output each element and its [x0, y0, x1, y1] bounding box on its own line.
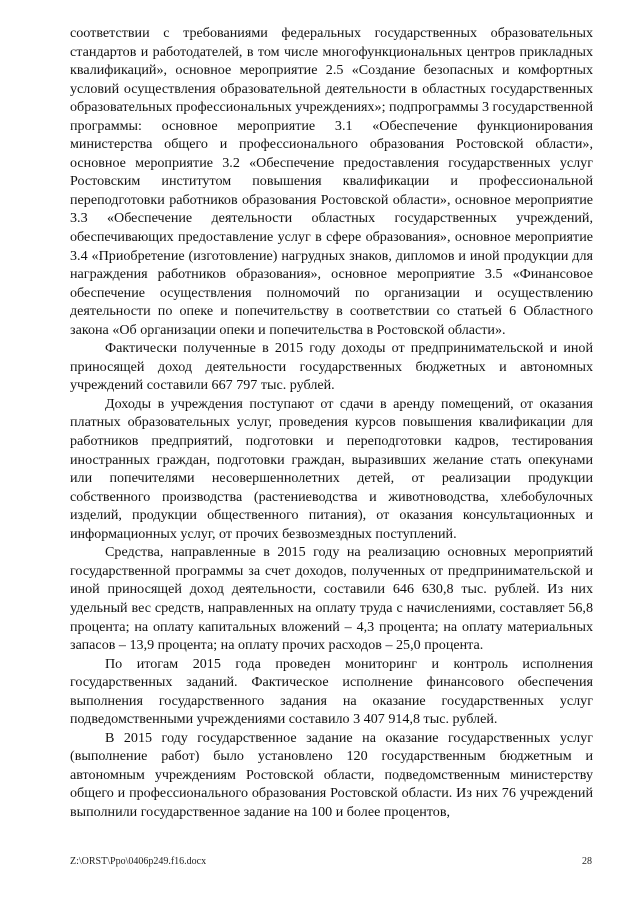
paragraph-income: Фактически полученные в 2015 году доходы от предпринимательской и иной приносящей доход деятельности государственных бюджетных и автономных учреждений составили 667 797 тыс. рублей. [70, 340, 593, 394]
paragraph-continuation: соответствии с требованиями федеральных государственных образовательных стандартов и работодателей, в том числе многофункциональных центров прикладных квалификаций», основное мероприятие 2.5 «Создание безопасных и комфортных условий осуществления образовательной деятельности в областных государственных образовательных профессиональных учреждениях»; подпрограммы 3 государственной программы: основное мероприятие 3.1 «Обеспечение функционирования министерства общего и профессионального образования Ростовской области», основное мероприятие 3.2 «Обеспечение предоставления государственных услуг Ростовским институтом повышения квалификации и профессиональной переподготовки работников образования Ростовской области», основное мероприятие 3.3 «Обеспечение деятельности областных государственных учреждений, обеспечивающих предоставление услуг в сфере образования», основное мероприятие 3.4 «Приобретение (изготовление) нагрудных знаков, дипломов и иной продукции для награждения работников образования», основное мероприятие 3.5 «Финансовое обеспечение осуществления полномочий по организации и осуществлению деятельности по опеке и попечительству в соответствии со статьей 6 Областного закона «Об организации опеки и попечительства в Ростовской области». [70, 25, 593, 338]
paragraph-funds-allocation: Средства, направленные в 2015 году на реализацию основных мероприятий государственной программы за счет доходов, полученных от предпринимательской и иной приносящей доход деятельности, составили 646 630,8 тыс. рублей. Из них удельный вес средств, направленных на оплату труда с начислениями, составляет 56,8 процента; на оплату капитальных вложений – 4,3 процента; на оплату материальных запасов – 13,9 процента; на оплату прочих расходов – 25,0 процента. [70, 544, 593, 654]
footer-file-path: Z:\ORST\Ppo\0406p249.f16.docx [70, 856, 207, 867]
paragraph-state-assignment: В 2015 году государственное задание на оказание государственных услуг (выполнение работ) было установлено 120 государственным бюджетным и автономным учреждениям Ростовской области, подведомственным министерству общего и профессионального образования Ростовской области. Из них 76 учреждений выполнили государственное задание на 100 и более процентов, [70, 729, 593, 820]
paragraph-monitoring: По итогам 2015 года проведен мониторинг и контроль исполнения государственных заданий. Фактическое исполнение финансового обеспечения выполнения государственного задания на оказание государственных услуг подведомственными учреждениями составило 3 407 914,8 тыс. рублей. [70, 655, 593, 728]
page-number: 28 [582, 856, 592, 867]
document-body [70, 24, 593, 822]
paragraph-income-sources: Доходы в учреждения поступают от сдачи в аренду помещений, от оказания платных образовательных услуг, проведения курсов повышения квалификации для работников предприятий, подготовки и переподготовки кадров, тестирования иностранных граждан, подготовки граждан, выразивших желание стать опекунами или попечителями несовершеннолетних детей, от реализации продукции собственного производства (растениеводства и животноводства, хлебобулочных изделий, продукции общественного питания), от оказания консультационных и информационных услуг, от прочих безвозмездных поступлений. [70, 395, 593, 542]
